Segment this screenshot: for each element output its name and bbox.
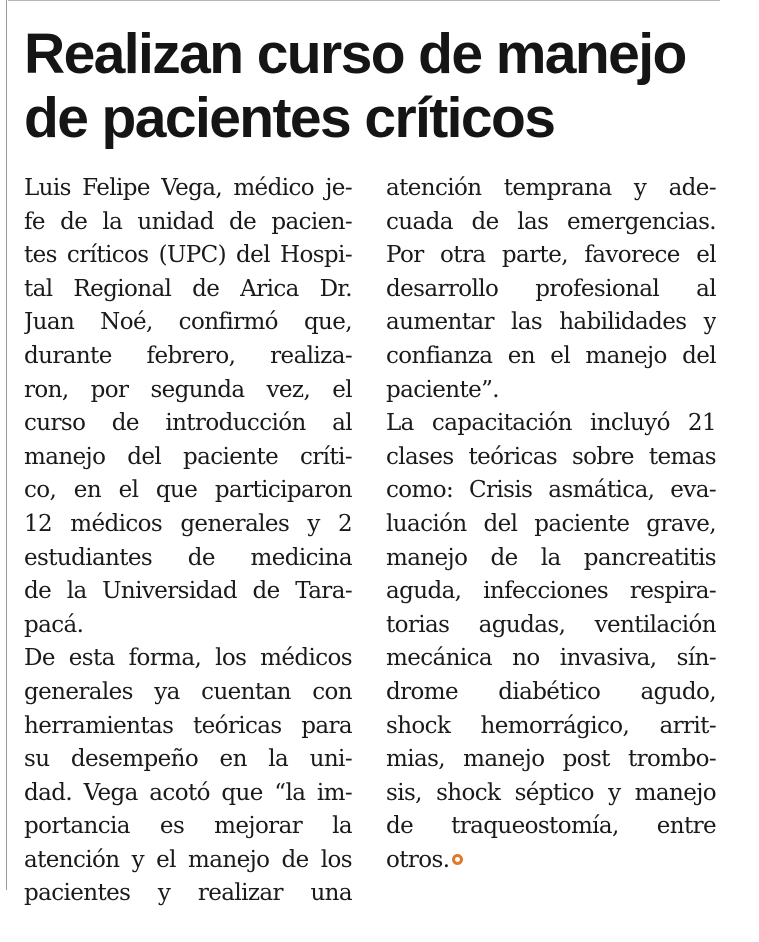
body-line: ron, por segunda vez, el bbox=[24, 376, 352, 403]
body-line: dad. Vega acotó que “la im- bbox=[24, 779, 352, 806]
body-line: tal Regional de Arica Dr. bbox=[24, 275, 352, 302]
body-line: pacá. bbox=[24, 611, 84, 638]
body-line: generales ya cuentan con bbox=[24, 678, 352, 705]
body-line: curso de introducción al bbox=[24, 410, 352, 437]
body-line: aumentar las habilidades y bbox=[386, 309, 716, 336]
headline-line: de pacientes críticos bbox=[24, 86, 555, 150]
body-line: herramientas teóricas para bbox=[24, 712, 352, 739]
body-line: Por otra parte, favorece el bbox=[386, 242, 716, 269]
body-line: pacientes y realizar una bbox=[24, 880, 352, 907]
body-line: torias agudas, ventilación bbox=[386, 611, 716, 638]
body-line: de la Universidad de Tara- bbox=[24, 578, 352, 605]
body-line: desarrollo profesional al bbox=[386, 275, 716, 302]
body-line: Juan Noé, confirmó que, bbox=[24, 309, 352, 336]
body-line: 12 médicos generales y 2 bbox=[24, 510, 352, 537]
top-border-rule bbox=[8, 0, 720, 5]
body-line-final-text: otros. bbox=[386, 846, 450, 873]
body-line: mecánica no invasiva, sín- bbox=[386, 645, 716, 672]
body-line: shock hemorrágico, arrit- bbox=[386, 712, 716, 739]
article-headline bbox=[24, 22, 724, 150]
body-line: atención temprana y ade- bbox=[386, 175, 716, 201]
body-line: confianza en el manejo del bbox=[386, 342, 716, 369]
body-line: mias, manejo post trombo- bbox=[386, 746, 716, 773]
body-line: cuada de las emergencias. bbox=[386, 208, 716, 235]
body-line: sis, shock séptico y manejo bbox=[386, 779, 716, 806]
body-line: estudiantes de medicina bbox=[24, 544, 352, 571]
body-line: durante febrero, realiza- bbox=[24, 342, 352, 369]
body-line: clases teóricas sobre temas bbox=[386, 443, 716, 470]
body-line: La capacitación incluyó 21 bbox=[386, 410, 716, 437]
body-line: De esta forma, los médicos bbox=[24, 645, 352, 672]
body-line: portancia es mejorar la bbox=[24, 813, 352, 840]
body-line: su desempeño en la uni- bbox=[24, 746, 352, 773]
body-line: como: Crisis asmática, eva- bbox=[386, 477, 716, 504]
headline-line: Realizan curso de manejo bbox=[24, 22, 686, 86]
body-line: paciente”. bbox=[386, 376, 500, 403]
body-line: drome diabético agudo, bbox=[386, 678, 716, 705]
body-line-final bbox=[386, 844, 716, 878]
body-line: manejo de la pancreatitis bbox=[386, 544, 716, 571]
body-line: de traqueostomía, entre bbox=[386, 813, 716, 840]
body-line: Luis Felipe Vega, médico je- bbox=[24, 175, 352, 201]
article-body-left-column bbox=[24, 172, 352, 911]
body-line: aguda, infecciones respira- bbox=[386, 578, 716, 605]
body-line: co, en el que participaron bbox=[24, 477, 352, 504]
end-mark-icon bbox=[452, 854, 463, 865]
body-line: atención y el manejo de los bbox=[24, 846, 352, 873]
body-line: manejo del paciente críti- bbox=[24, 443, 352, 470]
body-line: tes críticos (UPC) del Hospi- bbox=[24, 242, 352, 269]
left-border-rule bbox=[6, 0, 7, 890]
body-line: fe de la unidad de pacien- bbox=[24, 208, 352, 235]
article-body-right-column bbox=[386, 172, 716, 877]
body-line: luación del paciente grave, bbox=[386, 510, 716, 537]
